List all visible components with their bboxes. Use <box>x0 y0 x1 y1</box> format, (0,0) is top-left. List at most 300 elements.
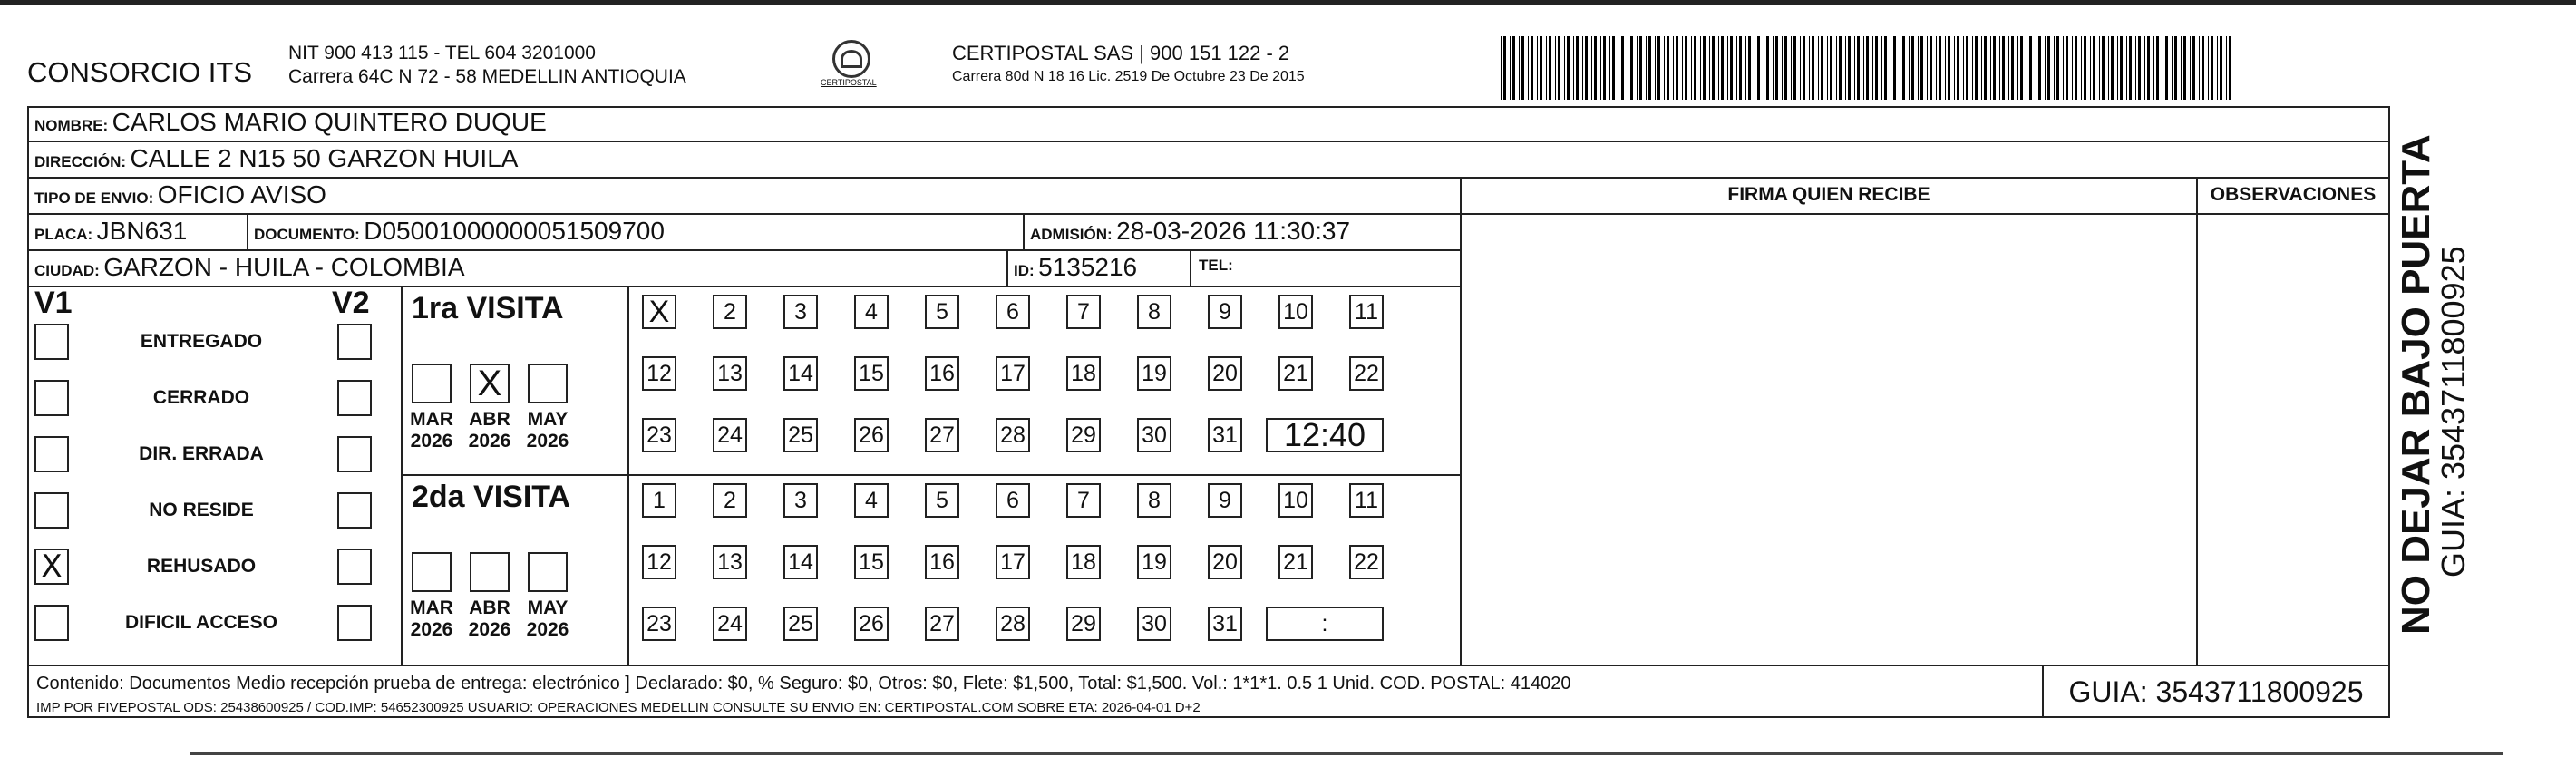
id-label: ID: <box>1014 262 1035 279</box>
barcode-bar <box>2117 36 2118 100</box>
day-box[interactable]: 15 <box>854 545 889 579</box>
v1-checkbox[interactable] <box>34 380 69 416</box>
col-line <box>627 286 629 665</box>
barcode-bar <box>1603 36 1606 100</box>
day-box[interactable]: 16 <box>925 545 959 579</box>
row-line <box>29 213 2388 215</box>
no-dejar-bajo-puerta-notice: NO DEJAR BAJO PUERTA <box>2394 134 2438 635</box>
day-box[interactable]: 8 <box>1137 295 1171 329</box>
barcode-bar <box>2144 36 2145 100</box>
day-box[interactable]: 21 <box>1278 356 1313 391</box>
barcode-bar <box>2208 36 2209 100</box>
barcode-bar <box>1573 36 1574 100</box>
barcode-bar <box>1821 36 1823 100</box>
col-line <box>1460 177 1462 665</box>
certipostal-logo-inner <box>841 50 862 68</box>
placa-label: PLACA: <box>34 226 93 243</box>
barcode-bar <box>1621 36 1624 100</box>
barcode-bar <box>1540 36 1542 100</box>
day-box[interactable]: 17 <box>996 545 1030 579</box>
barcode-bar <box>2111 36 2114 100</box>
day-box[interactable]: 28 <box>996 607 1030 641</box>
barcode-bar <box>2190 36 2191 100</box>
barcode-bar <box>1501 36 1502 100</box>
barcode-bar <box>1999 36 2000 100</box>
barcode-bar <box>1775 36 1778 100</box>
id-value: 5135216 <box>1038 253 1138 281</box>
col-line <box>1006 249 1008 286</box>
day-box[interactable]: 9 <box>1208 483 1242 518</box>
barcode-bar <box>1676 36 1678 100</box>
barcode-bar <box>1555 36 1556 100</box>
barcode-bar <box>2126 36 2127 100</box>
courier-license: Carrera 80d N 18 16 Lic. 2519 De Octubre 23 De 2015 <box>952 69 1305 84</box>
barcode-bar <box>1839 36 1842 100</box>
barcode-bar <box>1567 36 1570 100</box>
barcode-bar <box>1793 36 1796 100</box>
barcode-bar <box>1576 36 1579 100</box>
barcode-bar <box>2129 36 2132 100</box>
barcode-bar <box>1600 36 1601 100</box>
barcode-bar <box>2220 36 2222 100</box>
month-name: MAY <box>527 409 569 430</box>
month-checkbox[interactable] <box>470 552 510 592</box>
day-box[interactable]: 23 <box>642 607 676 641</box>
barcode-bar <box>1911 36 1914 100</box>
barcode-bar <box>2081 36 2082 100</box>
month-checkbox[interactable] <box>528 364 568 403</box>
v2-checkbox[interactable] <box>337 324 372 360</box>
day-box[interactable]: 14 <box>783 545 818 579</box>
barcode-bar <box>1857 36 1860 100</box>
barcode-bar <box>1812 36 1814 100</box>
barcode-bar <box>1585 36 1588 100</box>
admision-value: 28-03-2026 11:30:37 <box>1116 217 1351 245</box>
day-box[interactable]: 25 <box>783 418 818 452</box>
barcode-bar <box>2038 36 2041 100</box>
day-box[interactable]: 5 <box>925 483 959 518</box>
barcode-bar <box>1648 36 1651 100</box>
barcode-bar <box>1954 36 1955 100</box>
barcode-bar <box>2066 36 2068 100</box>
barcode-bar <box>2072 36 2073 100</box>
v2-header: V2 <box>332 286 370 320</box>
barcode-bar <box>2120 36 2123 100</box>
v1-checkbox[interactable] <box>34 436 69 472</box>
barcode-bar <box>1739 36 1742 100</box>
visit-time-box[interactable]: 12:40 <box>1266 418 1384 452</box>
day-box[interactable]: 2 <box>713 483 747 518</box>
observaciones-label: OBSERVACIONES <box>2210 184 2377 205</box>
barcode-bar <box>1939 36 1941 100</box>
barcode-bar <box>1667 36 1669 100</box>
row-line <box>401 474 1460 476</box>
barcode-bar <box>2093 36 2095 100</box>
month-label <box>404 597 459 641</box>
barcode-bar <box>1512 36 1515 100</box>
day-box[interactable]: 14 <box>783 356 818 391</box>
day-box[interactable]: 25 <box>783 607 818 641</box>
barcode-bar <box>1848 36 1851 100</box>
v1-checkbox[interactable]: X <box>34 549 69 585</box>
barcode-bar <box>2054 36 2055 100</box>
direccion-value: CALLE 2 N15 50 GARZON HUILA <box>130 144 519 172</box>
barcode-bar <box>1945 36 1946 100</box>
day-box[interactable]: 2 <box>713 295 747 329</box>
barcode-bar <box>1582 36 1583 100</box>
barcode-bar <box>1818 36 1819 100</box>
day-box[interactable]: 10 <box>1278 483 1313 518</box>
side-guia-number: GUIA: 3543711800925 <box>2435 246 2472 578</box>
barcode-bar <box>1691 36 1692 100</box>
barcode-bar <box>1736 36 1737 100</box>
barcode-bar <box>1966 36 1968 100</box>
barcode-bar <box>1721 36 1724 100</box>
barcode-bar <box>2138 36 2141 100</box>
documento-row <box>254 217 665 246</box>
barcode-bar <box>1531 36 1533 100</box>
barcode-bar <box>2183 36 2186 100</box>
nombre-row <box>34 108 547 137</box>
day-box[interactable]: 11 <box>1349 295 1384 329</box>
day-box[interactable]: 31 <box>1208 418 1242 452</box>
barcode-bar <box>1591 36 1592 100</box>
day-box[interactable]: 20 <box>1208 356 1242 391</box>
day-box[interactable]: 27 <box>925 607 959 641</box>
day-box[interactable]: 15 <box>854 356 889 391</box>
barcode-bar <box>2090 36 2091 100</box>
placa-value: JBN631 <box>96 217 188 245</box>
barcode-bar <box>1881 36 1882 100</box>
direccion-label: DIRECCIÓN: <box>34 153 127 170</box>
barcode-bar <box>1673 36 1674 100</box>
day-box[interactable]: 13 <box>713 545 747 579</box>
barcode-bar <box>1664 36 1665 100</box>
month-label <box>404 409 459 452</box>
barcode-bar <box>1528 36 1529 100</box>
day-box[interactable]: 1 <box>642 483 676 518</box>
barcode-bar <box>2147 36 2150 100</box>
day-box[interactable]: 12 <box>642 356 676 391</box>
v2-checkbox[interactable] <box>337 436 372 472</box>
day-box[interactable]: 30 <box>1137 418 1171 452</box>
barcode-bar <box>1564 36 1565 100</box>
barcode-bar <box>2192 36 2195 100</box>
status-label: ENTREGADO <box>140 331 263 352</box>
barcode-bar <box>1637 36 1638 100</box>
day-box[interactable]: 26 <box>854 607 889 641</box>
barcode-bar <box>1646 36 1647 100</box>
day-box[interactable]: 17 <box>996 356 1030 391</box>
barcode-bar <box>1655 36 1656 100</box>
barcode-bar <box>2153 36 2154 100</box>
barcode-bar <box>2084 36 2086 100</box>
month-year: 2026 <box>526 619 569 640</box>
barcode-bar <box>1803 36 1805 100</box>
day-box[interactable]: 18 <box>1066 356 1101 391</box>
day-box[interactable]: 6 <box>996 295 1030 329</box>
month-year: 2026 <box>410 619 453 640</box>
v1-header: V1 <box>34 286 73 320</box>
barcode-bar <box>2002 36 2005 100</box>
row-line <box>29 249 1460 251</box>
barcode-bar <box>1510 36 1511 100</box>
barcode-bar <box>1639 36 1642 100</box>
day-box[interactable]: 5 <box>925 295 959 329</box>
barcode-bar <box>1875 36 1878 100</box>
barcode-bar <box>2008 36 2009 100</box>
visit-time-box[interactable]: : <box>1266 607 1384 641</box>
barcode-bar <box>1827 36 1828 100</box>
barcode-bar <box>2211 36 2213 100</box>
courier-details <box>952 42 1305 89</box>
courier-line: CERTIPOSTAL SAS | 900 151 122 - 2 <box>952 42 1290 64</box>
day-box[interactable]: 10 <box>1278 295 1313 329</box>
day-box[interactable]: 30 <box>1137 607 1171 641</box>
day-box[interactable]: 6 <box>996 483 1030 518</box>
v2-checkbox[interactable] <box>337 380 372 416</box>
v2-checkbox[interactable] <box>337 549 372 585</box>
tipo-row <box>34 180 326 209</box>
barcode-bar <box>2063 36 2064 100</box>
barcode-bar <box>1809 36 1810 100</box>
barcode-bar <box>1981 36 1982 100</box>
barcode-bar <box>1694 36 1696 100</box>
status-label: REHUSADO <box>146 556 257 577</box>
barcode-bar <box>1791 36 1792 100</box>
ciudad-label: CIUDAD: <box>34 262 100 279</box>
barcode-bar <box>1703 36 1706 100</box>
barcode-bar <box>2020 36 2023 100</box>
barcode-bar <box>1927 36 1928 100</box>
barcode-bar <box>1784 36 1787 100</box>
barcode-bar <box>1948 36 1950 100</box>
barcode-bar <box>1700 36 1701 100</box>
month-checkbox[interactable] <box>412 364 452 403</box>
month-checkbox[interactable] <box>528 552 568 592</box>
barcode-bar <box>1902 36 1905 100</box>
barcode-bar <box>2156 36 2159 100</box>
barcode-bar <box>2108 36 2109 100</box>
tel-row <box>1199 257 1233 275</box>
month-label <box>462 597 517 641</box>
day-box[interactable]: 8 <box>1137 483 1171 518</box>
barcode-bar <box>1893 36 1896 100</box>
day-box[interactable]: 27 <box>925 418 959 452</box>
barcode-bar <box>1594 36 1597 100</box>
nit-line: NIT 900 413 115 - TEL 604 3201000 <box>288 43 596 63</box>
barcode-bar <box>2229 36 2231 100</box>
col-line <box>247 213 248 249</box>
barcode-bar <box>1866 36 1869 100</box>
day-box[interactable]: 7 <box>1066 295 1101 329</box>
barcode-bar <box>2102 36 2105 100</box>
admision-label: ADMISIÓN: <box>1030 226 1113 243</box>
nombre-value: CARLOS MARIO QUINTERO DUQUE <box>112 108 547 136</box>
barcode-bar <box>2181 36 2182 100</box>
day-box[interactable]: 18 <box>1066 545 1101 579</box>
day-box[interactable]: 3 <box>783 483 818 518</box>
row-line <box>29 141 2388 142</box>
admision-row <box>1030 217 1350 246</box>
tipo-value: OFICIO AVISO <box>157 180 326 209</box>
footer-contents: Contenido: Documentos Medio recepción prueba de entrega: electrónico ] Declarado: $0, % Seguro: $0, Otros: $0, Flete: $1,500, Total: $1,500. Vol.: 1*1*1. 0.5 1 Unid. COD. POSTAL: 414020 <box>36 674 1571 694</box>
bottom-rule <box>190 752 2503 755</box>
day-box[interactable]: 9 <box>1208 295 1242 329</box>
month-label <box>520 597 575 641</box>
barcode-bar <box>1993 36 1996 100</box>
barcode-bar <box>1745 36 1746 100</box>
barcode-bar <box>1612 36 1615 100</box>
barcode-bar <box>1519 36 1520 100</box>
barcode-bar <box>2226 36 2227 100</box>
day-box[interactable]: 28 <box>996 418 1030 452</box>
company-name: CONSORCIO ITS <box>27 56 253 88</box>
delivery-form-frame <box>27 106 2390 718</box>
day-box[interactable]: 3 <box>783 295 818 329</box>
ciudad-row <box>34 253 465 282</box>
company-details <box>288 42 686 89</box>
day-box[interactable]: 29 <box>1066 607 1101 641</box>
nombre-label: NOMBRE: <box>34 117 109 134</box>
barcode-bar <box>1685 36 1687 100</box>
barcode-bar <box>2165 36 2168 100</box>
barcode-bar <box>1748 36 1751 100</box>
barcode-bar <box>1836 36 1837 100</box>
day-box[interactable]: 24 <box>713 418 747 452</box>
barcode-bar <box>2029 36 2032 100</box>
barcode-bar <box>1909 36 1910 100</box>
month-year: 2026 <box>410 431 453 451</box>
barcode-bar <box>1521 36 1524 100</box>
month-name: ABR <box>469 409 510 430</box>
barcode-bar <box>2099 36 2100 100</box>
barcode-bar <box>2202 36 2204 100</box>
barcode-bar <box>1854 36 1855 100</box>
month-name: MAR <box>410 409 453 430</box>
barcode-bar <box>1936 36 1937 100</box>
footer-print-info: IMP POR FIVEPOSTAL ODS: 25438600925 / COD.IMP: 54652300925 USUARIO: OPERACIONES MEDELLIN CONSULTE SU ENVIO EN: CERTIPOSTAL.COM SOBRE ETA: 2026-04-01 D+2 <box>36 700 1201 715</box>
barcode-bar <box>2047 36 2050 100</box>
day-box[interactable]: X <box>642 295 676 329</box>
month-name: ABR <box>469 597 510 618</box>
barcode-bar <box>2217 36 2218 100</box>
id-row <box>1014 253 1137 282</box>
v2-checkbox[interactable] <box>337 492 372 529</box>
status-label: NO RESIDE <box>149 500 254 520</box>
month-year: 2026 <box>526 431 569 451</box>
row-line <box>29 286 1460 287</box>
barcode-bar <box>2174 36 2177 100</box>
barcode-bar <box>1546 36 1547 100</box>
day-box[interactable]: 22 <box>1349 545 1384 579</box>
barcode-bar <box>1682 36 1683 100</box>
barcode-bar <box>2199 36 2200 100</box>
col-line <box>2196 177 2198 665</box>
barcode-bar <box>1957 36 1959 100</box>
barcode-bar <box>1609 36 1610 100</box>
barcode-bar <box>1845 36 1846 100</box>
month-year: 2026 <box>468 431 511 451</box>
day-box[interactable]: 21 <box>1278 545 1313 579</box>
barcode-bar <box>1984 36 1987 100</box>
row-line <box>29 177 2388 179</box>
barcode-bar <box>1930 36 1932 100</box>
barcode-bar <box>2075 36 2077 100</box>
month-checkbox[interactable] <box>412 552 452 592</box>
day-box[interactable]: 20 <box>1208 545 1242 579</box>
col-line <box>401 286 403 665</box>
day-box[interactable]: 19 <box>1137 356 1171 391</box>
documento-value: D05001000000051509700 <box>364 217 665 245</box>
direccion-row <box>34 144 518 173</box>
barcode-bar <box>1975 36 1978 100</box>
barcode-bar <box>1630 36 1633 100</box>
barcode-bar <box>2172 36 2173 100</box>
day-box[interactable]: 4 <box>854 483 889 518</box>
barcode-bar <box>2017 36 2018 100</box>
firma-label: FIRMA QUIEN RECIBE <box>1727 184 1930 205</box>
barcode-bar <box>1990 36 1991 100</box>
barcode-bar <box>1773 36 1774 100</box>
day-box[interactable]: 13 <box>713 356 747 391</box>
day-box[interactable]: 4 <box>854 295 889 329</box>
barcode-bar <box>1800 36 1801 100</box>
month-checkbox[interactable]: X <box>470 364 510 403</box>
day-box[interactable]: 7 <box>1066 483 1101 518</box>
barcode-bar <box>1503 36 1506 100</box>
barcode-bar <box>1872 36 1873 100</box>
day-box[interactable]: 24 <box>713 607 747 641</box>
v2-checkbox[interactable] <box>337 605 372 641</box>
day-box[interactable]: 29 <box>1066 418 1101 452</box>
day-box[interactable]: 31 <box>1208 607 1242 641</box>
day-box[interactable]: 12 <box>642 545 676 579</box>
tel-label: TEL: <box>1199 257 1233 274</box>
v1-checkbox[interactable] <box>34 605 69 641</box>
barcode-bar <box>2045 36 2046 100</box>
barcode-bar <box>2056 36 2059 100</box>
barcode-bar <box>1709 36 1710 100</box>
visit-title: 2da VISITA <box>412 480 571 514</box>
barcode-bar <box>1718 36 1719 100</box>
month-name: MAR <box>410 597 453 618</box>
guia-number: GUIA: 3543711800925 <box>2068 675 2364 708</box>
day-box[interactable]: 16 <box>925 356 959 391</box>
placa-row <box>34 217 187 246</box>
status-label: DIR. ERRADA <box>139 443 264 464</box>
barcode-bar <box>1830 36 1832 100</box>
day-box[interactable]: 26 <box>854 418 889 452</box>
v1-checkbox[interactable] <box>34 324 69 360</box>
month-year: 2026 <box>468 619 511 640</box>
status-label: DIFICIL ACCESO <box>124 612 277 633</box>
logo-text: CERTIPOSTAL <box>821 78 877 87</box>
address-line: Carrera 64C N 72 - 58 MEDELLIN ANTIOQUIA <box>288 66 686 87</box>
ciudad-value: GARZON - HUILA - COLOMBIA <box>103 253 465 281</box>
v1-checkbox[interactable] <box>34 492 69 529</box>
day-box[interactable]: 19 <box>1137 545 1171 579</box>
barcode-bar <box>1549 36 1551 100</box>
day-box[interactable]: 11 <box>1349 483 1384 518</box>
day-box[interactable]: 22 <box>1349 356 1384 391</box>
barcode-bar <box>1920 36 1923 100</box>
month-label <box>462 409 517 452</box>
day-box[interactable]: 23 <box>642 418 676 452</box>
barcode-bar <box>2135 36 2136 100</box>
month-label <box>520 409 575 452</box>
top-rule <box>0 0 2576 5</box>
